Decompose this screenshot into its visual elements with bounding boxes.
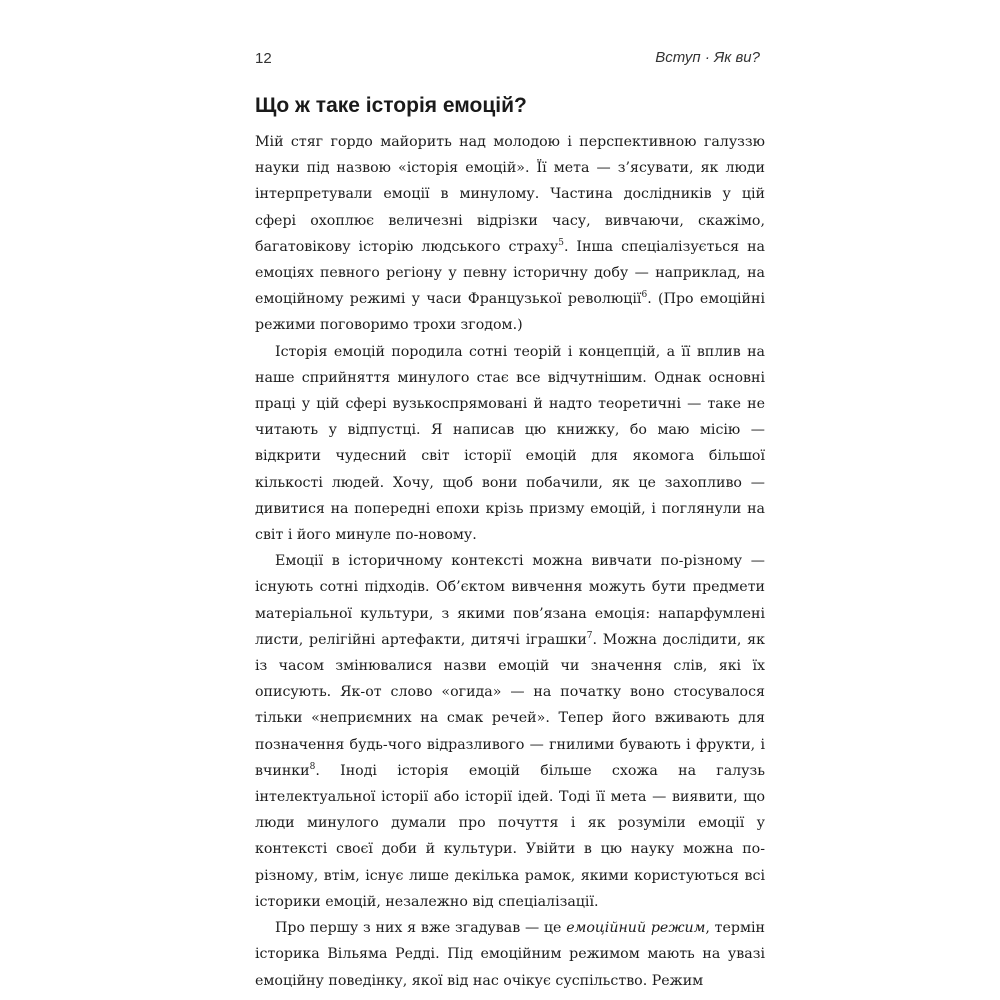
paragraph-text: Про першу з них я вже згадував — це [275, 920, 567, 937]
footnote-ref: 6 [641, 290, 648, 301]
paragraph-text: . Іноді історія емоцій більше схожа на галузь інтелектуальної історії або історії ідей. Тоді її мета — виявити, що люди минулого думали про почуття і як розуміли емоції у контексті своєї доби й культури. Увійти в цю науку можна по-різному, втім, існує лише декілька рамок, якими користуються всі історики емоцій, незалежно від спеціалізації. [255, 762, 765, 910]
running-head: Вступ · Як ви? [655, 49, 760, 66]
paragraph-text: Історія емоцій породила сотні теорій і концепцій, а її вплив на наше сприйняття минулого стає все відчутнішим. Однак основні праці у цій сфері вузькоспрямовані й надто теоретичні — таке не читають у відпустці. Я написав цю книжку, бо маю місію — відкрити чудесний світ історії емоцій для якомога більшої кількості людей. Хочу, щоб вони побачили, як це захопливо — дивитися на попередні епохи крізь призму емоцій, і поглянули на світ і його минуле по-новому. [255, 343, 765, 544]
paragraph-1 [255, 129, 765, 339]
footnote-ref: 5 [558, 237, 564, 248]
paragraph-text: . Інша спеціалізується на емоціях певного регіону у певну історичну добу — наприклад, на емоційному режимі у часи Французької революції [255, 238, 765, 308]
section-heading: Що ж таке історія емоцій? [255, 94, 527, 117]
paragraph-text: . (Про емоційні режими поговоримо трохи згодом.) [255, 291, 765, 334]
paragraph-text: Мій стяг гордо майорить над молодою і перспективною галуззю науки під назвою «історія емоцій». Її мета — з’ясувати, як люди інтерпретували емоції в минулому. Частина дослідників у цій сфері охоплює величезні відрізки часу, вивчаючи, скажімо, багатовікову історію людського страху [255, 134, 765, 255]
paragraph-text: , термін історика Вільяма Редді. Під емоційним режимом мають на увазі емоційну поведінку, якої від нас очікує суспільство. Режим [255, 920, 765, 989]
paragraph-2 [255, 339, 765, 549]
emphasis-term: емоційний режим [566, 920, 706, 937]
paragraph-3 [255, 548, 765, 915]
paragraph-text: Емоції в історичному контексті можна вивчати по-різному — існують сотні підходів. Об’єктом вивчення можуть бути предмети матеріальної культури, з якими пов’язана емоція: напарфумлені листи, релігійні артефакти, дитячі іграшки [255, 553, 765, 648]
paragraph-4 [255, 915, 765, 994]
footnote-ref: 8 [309, 761, 316, 772]
paragraph-text: . Можна дослідити, як із часом змінювалися назви емоцій чи значення слів, які їх описують. Як-от слово «огида» — на початку воно стосувалося тільки «неприємних на смак речей». Тепер його вживають для позначення будь-чого відразливого — гнилими бувають і фрукти, і вчинки [255, 631, 766, 779]
body-text [255, 129, 765, 994]
page-number: 12 [255, 50, 272, 67]
footnote-ref: 7 [586, 630, 593, 641]
